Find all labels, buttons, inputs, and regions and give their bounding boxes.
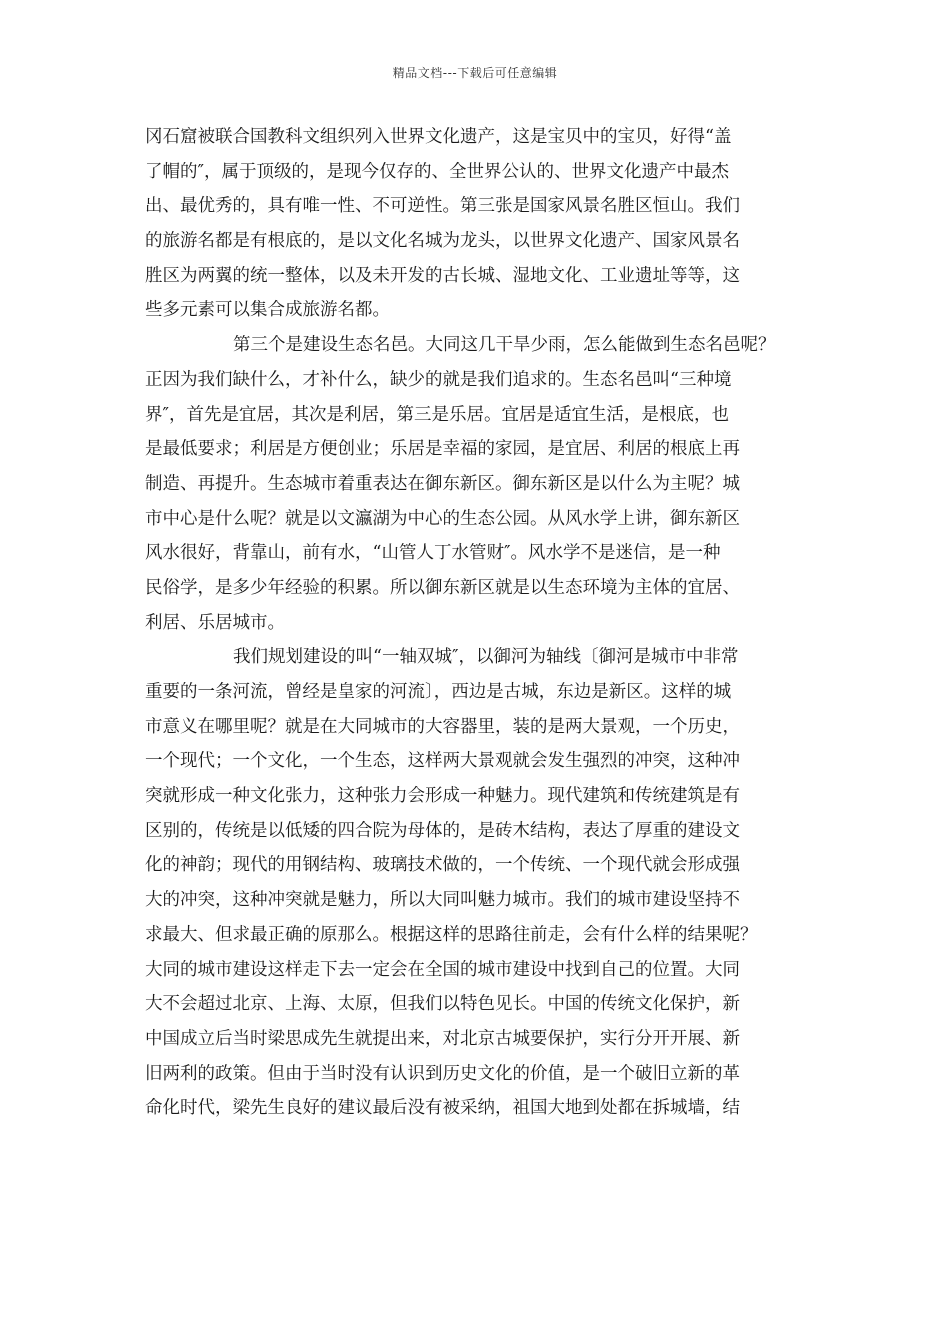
text-line: 的旅游名都是有根底的，是以文化名城为龙头，以世界文化遗产、国家风景名 (145, 231, 740, 252)
text-line: 是最低要求；利居是方便创业；乐居是幸福的家园，是宜居、利居的根底上再 (145, 439, 740, 460)
text-line: 市意义在哪里呢？就是在大同城市的大容器里，装的是两大景观，一个历史， (145, 716, 740, 737)
text-line: 大的冲突，这种冲突就是魅力，所以大同叫魅力城市。我们的城市建设坚持不 (145, 890, 740, 911)
text-line: 大同的城市建设这样走下去一定会在全国的城市建设中找到自己的位置。大同 (145, 959, 740, 980)
text-line: 重要的一条河流，曾经是皇家的河流〕，西边是古城，东边是新区。这样的城 (145, 682, 732, 702)
text-line: 界″，首先是宜居，其次是利居，第三是乐居。宜居是适宜生活，是根底，也 (145, 404, 730, 425)
text-line: 旧两利的政策。但由于当时没有认识到历史文化的价值，是一个破旧立新的革 (145, 1063, 740, 1084)
text-line: 大不会超过北京、上海、太原，但我们以特色见长。中国的传统文化保护，新 (145, 994, 740, 1015)
document-body (145, 120, 805, 1126)
text-line: 些多元素可以集合成旅游名都。 (145, 300, 390, 321)
text-line: 民俗学，是多少年经验的积累。所以御东新区就是以生态环境为主体的宜居、 (145, 577, 740, 598)
text-line: 求最大、但求最正确的原那么。根据这样的思路往前走，会有什么样的结果呢？ (145, 924, 758, 945)
text-line: 胜区为两翼的统一整体，以及未开发的古长城、湿地文化、工业遗址等等，这 (145, 265, 740, 286)
text-line: 市中心是什么呢？就是以文瀛湖为中心的生态公园。从风水学上讲，御东新区 (145, 508, 740, 529)
text-line: 正因为我们缺什么，才补什么，缺少的就是我们追求的。生态名邑叫“三种境 (145, 369, 732, 390)
text-line: 一个现代；一个文化，一个生态，这样两大景观就会发生强烈的冲突，这种冲 (145, 751, 740, 772)
text-line: 命化时代，梁先生良好的建议最后没有被采纳，祖国大地到处都在拆城墙，结 (145, 1098, 740, 1119)
text-line: 制造、再提升。生态城市着重表达在御东新区。御东新区是以什么为主呢？城 (145, 473, 740, 494)
text-line: 冈石窟被联合国教科文组织列入世界文化遗产，这是宝贝中的宝贝，好得“盖 (145, 127, 732, 147)
text-line: 第三个是建设生态名邑。大同这几干旱少雨，怎么能做到生态名邑呢？ (233, 335, 776, 356)
text-line: 出、最优秀的，具有唯一性、不可逆性。第三张是国家风景名胜区恒山。我们 (145, 196, 740, 217)
text-line: 中国成立后当时梁思成先生就提出来，对北京古城要保护，实行分开开展、新 (145, 1028, 740, 1049)
text-line: 区别的，传统是以低矮的四合院为母体的，是砖木结构，表达了厚重的建设文 (145, 820, 740, 841)
text-line: 风水很好，背靠山，前有水，“山管人丁水管财″。风水学不是迷信，是一种 (145, 543, 721, 564)
text-line: 利居、乐居城市。 (145, 612, 285, 633)
text-line: 化的神韵；现代的用钢结构、玻璃技术做的，一个传统、一个现代就会形成强 (145, 855, 740, 876)
page-header: 精品文档---下载后可任意编辑 (392, 66, 558, 80)
text-line: 突就形成一种文化张力，这种张力会形成一种魅力。现代建筑和传统建筑是有 (145, 786, 740, 807)
text-line: 我们规划建设的叫“一轴双城″，以御河为轴线〔御河是城市中非常 (233, 647, 739, 668)
text-line: 了帽的″，属于顶级的，是现今仅存的、全世界公认的、世界文化遗产中最杰 (145, 161, 730, 182)
